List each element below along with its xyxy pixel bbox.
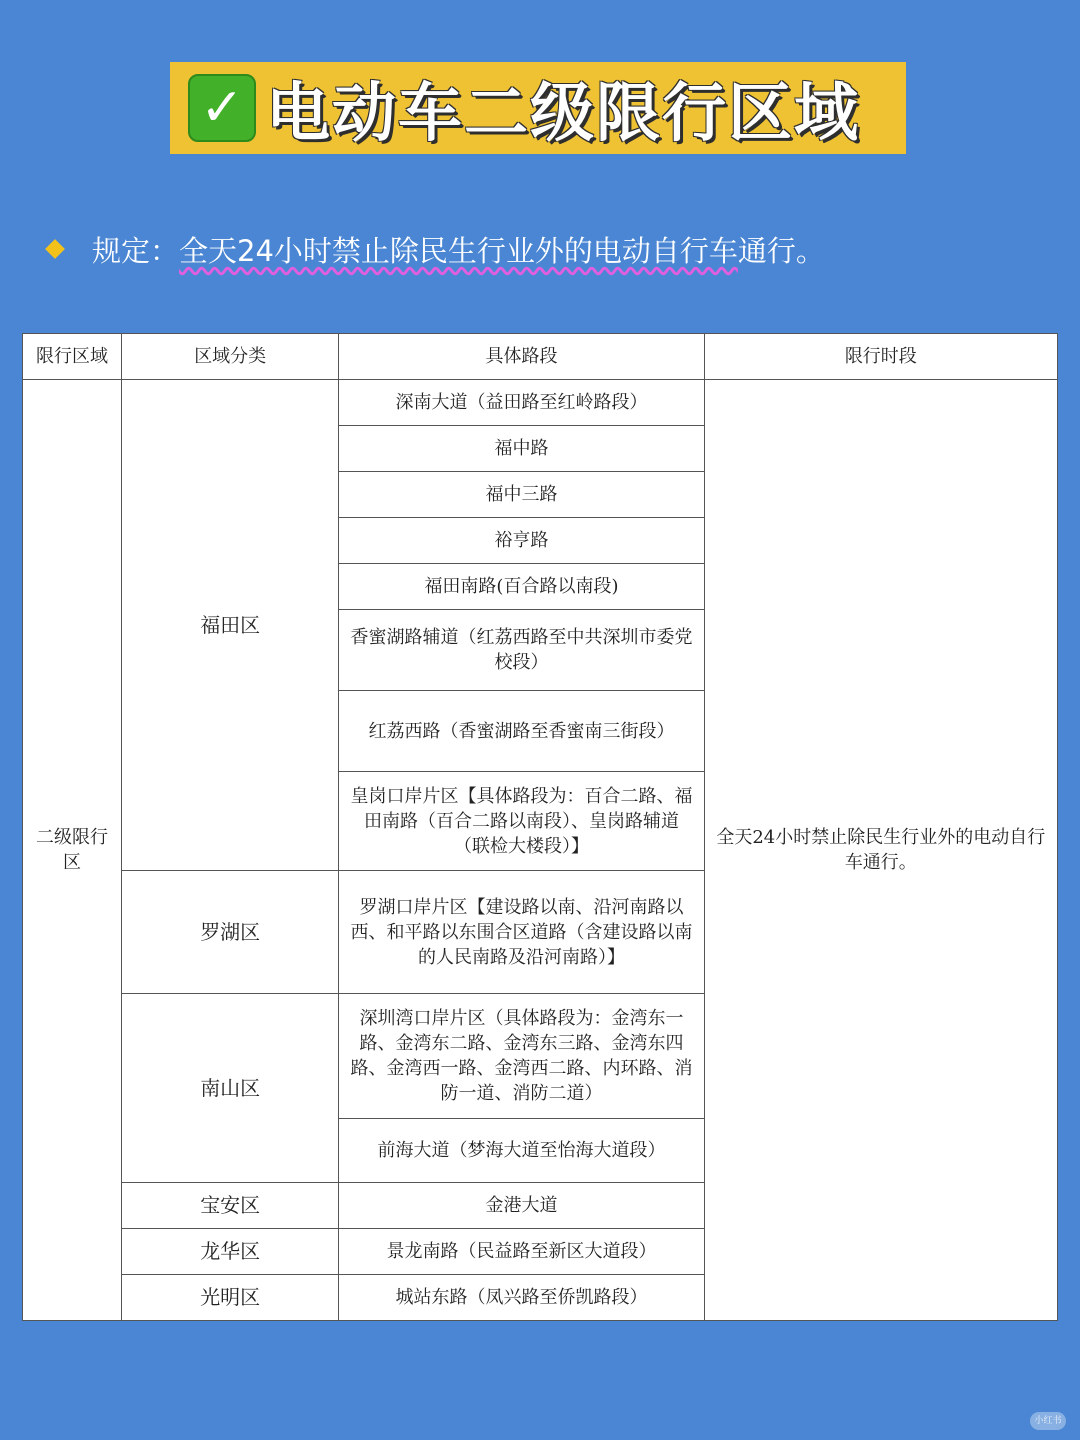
road-cell: 景龙南路（民益路至新区大道段） bbox=[339, 1229, 704, 1275]
road-cell: 福田南路(百合路以南段) bbox=[339, 564, 704, 610]
road-cell: 红荔西路（香蜜湖路至香蜜南三街段） bbox=[339, 691, 704, 772]
road-cell: 城站东路（凤兴路至侨凯路段） bbox=[339, 1275, 704, 1321]
rule-line bbox=[40, 222, 1040, 276]
rule-suffix: 通行。 bbox=[737, 233, 825, 268]
page-title: 电动车二级限行区域 bbox=[266, 77, 860, 151]
road-cell: 裕亨路 bbox=[339, 518, 704, 564]
header-district: 区域分类 bbox=[122, 334, 339, 380]
district-futian: 福田区 bbox=[122, 380, 339, 871]
road-cell: 皇岗口岸片区【具体路段为：百合二路、福田南路（百合二路以南段）、皇岗路辅道（联检大楼段）】 bbox=[339, 772, 704, 871]
district-nanshan: 南山区 bbox=[122, 994, 339, 1183]
road-cell: 金港大道 bbox=[339, 1183, 704, 1229]
road-cell: 香蜜湖路辅道（红荔西路至中共深圳市委党校段） bbox=[339, 610, 704, 691]
header-road: 具体路段 bbox=[339, 334, 704, 380]
road-cell: 深南大道（益田路至红岭路段） bbox=[339, 380, 704, 426]
road-cell: 福中三路 bbox=[339, 472, 704, 518]
rule-prefix: 规定： bbox=[92, 233, 180, 268]
road-cell: 罗湖口岸片区【建设路以南、沿河南路以西、和平路以东围合区道路（含建设路以南的人民南路及沿河南路）】 bbox=[339, 871, 704, 994]
table-row bbox=[23, 380, 1058, 426]
road-cell: 前海大道（梦海大道至怡海大道段） bbox=[339, 1119, 704, 1183]
table-header-row bbox=[23, 334, 1058, 380]
time-period-cell: 全天24小时禁止除民生行业外的电动自行车通行。 bbox=[704, 380, 1057, 1321]
rule-underlined-text: 全天24小时禁止除民生行业外的电动自行车 bbox=[179, 233, 738, 268]
district-longhua: 龙华区 bbox=[122, 1229, 339, 1275]
header-zone: 限行区域 bbox=[23, 334, 122, 380]
district-guangming: 光明区 bbox=[122, 1275, 339, 1321]
title-banner bbox=[170, 62, 906, 154]
watermark-logo: 小红书 bbox=[1030, 1412, 1066, 1430]
district-luohu: 罗湖区 bbox=[122, 871, 339, 994]
district-baoan: 宝安区 bbox=[122, 1183, 339, 1229]
header-time: 限行时段 bbox=[704, 334, 1057, 380]
road-cell: 深圳湾口岸片区（具体路段为：金湾东一路、金湾东二路、金湾东三路、金湾东四路、金湾西一路、金湾西二路、内环路、消防一道、消防二道） bbox=[339, 994, 704, 1119]
check-mark-icon: ✓ bbox=[188, 74, 256, 142]
zone-cell: 二级限行区 bbox=[23, 380, 122, 1321]
road-cell: 福中路 bbox=[339, 426, 704, 472]
restriction-table bbox=[22, 333, 1058, 1321]
diamond-bullet-icon bbox=[45, 239, 65, 259]
